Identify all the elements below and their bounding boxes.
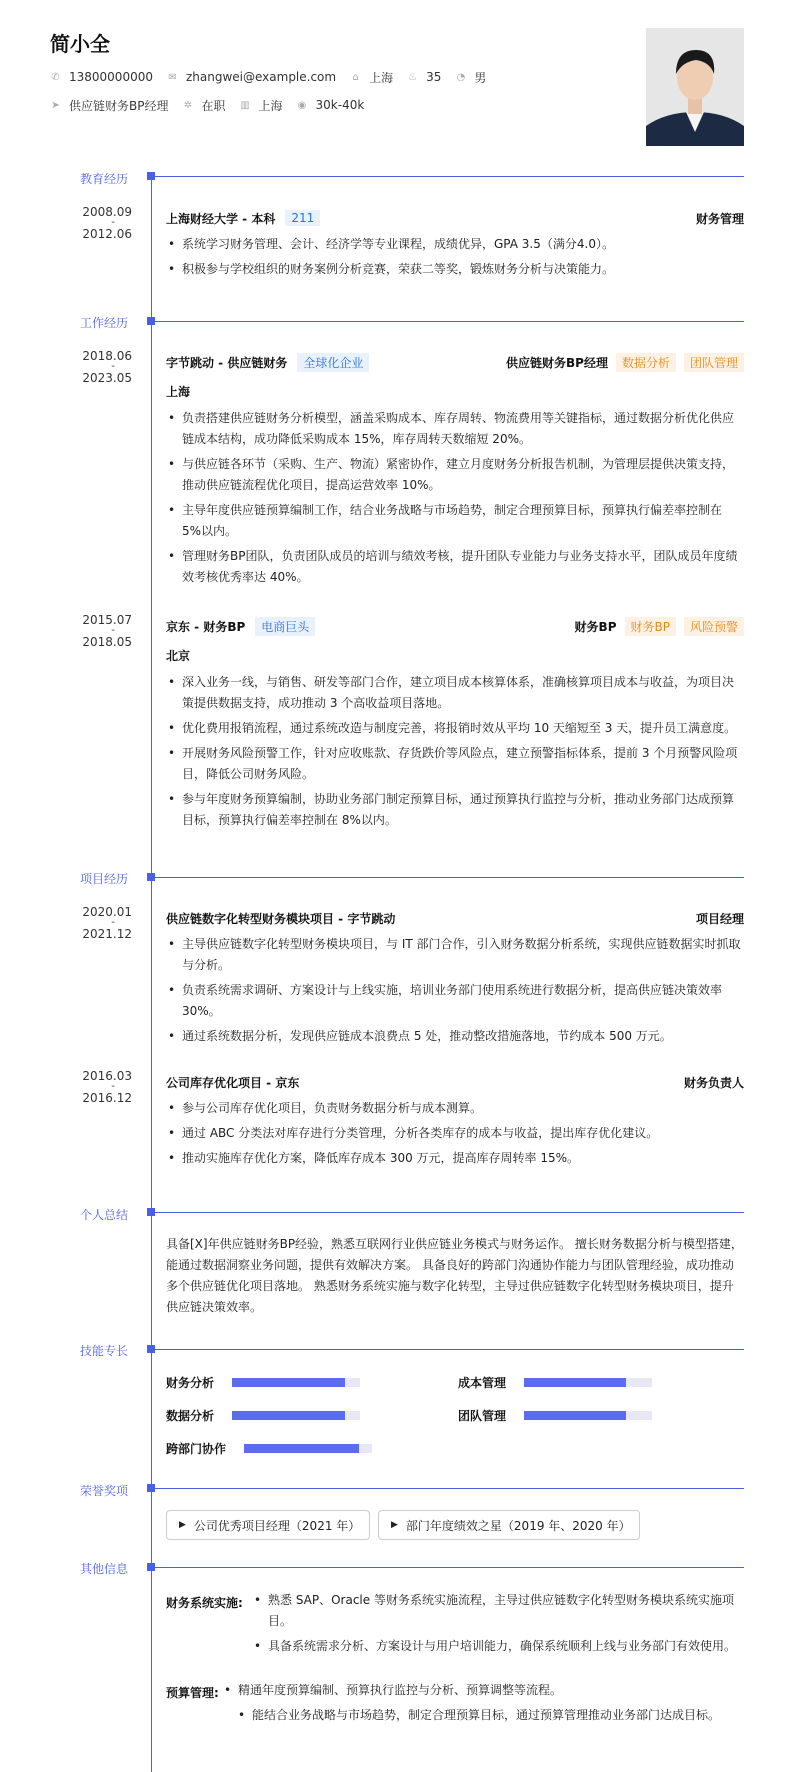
education-bullets [166, 234, 744, 284]
section-divider [155, 1349, 744, 1350]
target-city-item [240, 97, 283, 114]
date-range: 2018.06 - 2023.05 [82, 349, 132, 385]
phone-item [50, 70, 153, 84]
award-text: 公司优秀项目经理（2021 年） [193, 1518, 361, 1533]
summary-text: 具备[X]年供应链财务BP经验，熟悉互联网行业供应链业务模式与财务运作。 擅长财务数据分析与模型搭建，能通过数据洞察业务问题，提供有效解决方案。 具备良好的跨部门沟通协作能力与团队管理经验，成功推动多个供应链优化项目落地。 熟悉财务系统实施与数字化转型，主导过供应链数字化转型财务模块项目，提升供应链决策效率。 [166, 1237, 743, 1314]
skill-name: 团队管理 [458, 1409, 507, 1423]
date-range: 2008.09 - 2012.06 [82, 205, 132, 241]
resume-header [50, 24, 650, 125]
project-title: 公司库存优化项目 - 京东 [166, 1075, 300, 1090]
skill-item [458, 1407, 652, 1424]
mail-icon: ✉ [168, 71, 177, 83]
work-location: 上海 [166, 385, 191, 399]
list-item: • 推动实施库存优化方案，降低库存成本 300 万元，提高库存周转率 15%。 [166, 1148, 744, 1169]
section-divider [155, 1212, 744, 1213]
award-item [378, 1510, 640, 1540]
section-title-awards: 荣誉奖项 [80, 1484, 129, 1498]
gender: 男 [474, 70, 487, 85]
gear-icon: ✲ [183, 99, 193, 111]
skill-name: 跨部门协作 [166, 1442, 227, 1456]
education-entry-head [166, 208, 744, 228]
email-item [167, 70, 336, 84]
list-item: • 开展财务风险预警工作，针对应收账款、存货跌价等风险点，建立预警指标体系，提前 3 个月预警风险项目，降低公司财务风险。 [166, 743, 744, 785]
section-title-work: 工作经历 [80, 316, 129, 330]
major: 财务管理 [695, 211, 744, 226]
section-divider [155, 877, 744, 878]
school-name: 上海财经大学 - 本科 [166, 211, 276, 226]
phone-icon: ✆ [51, 71, 60, 83]
list-item: • 深入业务一线，与销售、研发等部门合作，建立项目成本核算体系，准确核算项目成本与收益，为项目决策提供数据支持，成功推动 3 个高收益项目落地。 [166, 672, 744, 714]
other-bullets [252, 1590, 744, 1661]
cake-icon: ♨ [408, 71, 418, 83]
list-item: • 与供应链各环节（采购、生产、物流）紧密协作，建立月度财务分析报告机制，为管理层提供决策支持，推动供应链流程优化项目，提高运营效率 10%。 [166, 454, 744, 496]
list-item: • 负责搭建供应链财务分析模型，涵盖采购成本、库存周转、物流费用等关键指标，通过数据分析优化供应链成本结构，成功降低采购成本 15%，库存周转天数缩短 20%。 [166, 408, 744, 450]
skill-item [166, 1440, 372, 1457]
role-item [50, 97, 168, 114]
salary: 30k-40k [315, 98, 365, 112]
work-bullets [166, 408, 744, 592]
list-item: • 精通年度预算编制、预算执行监控与分析、预算调整等流程。 [222, 1680, 744, 1701]
email: zhangwei@example.com [185, 70, 337, 84]
project-bullets [166, 1098, 744, 1173]
date-range: 2015.07 - 2018.05 [82, 613, 132, 649]
list-item: • 参与公司库存优化项目，负责财务数据分析与成本测算。 [166, 1098, 744, 1119]
company-tag: 电商巨头 [255, 617, 315, 636]
list-item: • 通过系统数据分析，发现供应链成本浪费点 5 处，推动整改措施落地，节约成本 500 万元。 [166, 1026, 744, 1047]
avatar-illustration [646, 28, 744, 146]
work-bullets [166, 672, 744, 835]
coin-icon: ◉ [297, 99, 307, 111]
project-entry-head [166, 908, 744, 928]
skill-tag: 团队管理 [684, 353, 744, 372]
list-item: • 管理财务BP团队，负责团队成员的培训与绩效考核，提升团队专业能力与业务支持水平，团队成员年度绩效考核优秀率达 40%。 [166, 546, 744, 588]
list-item: • 主导年度供应链预算编制工作，结合业务战略与市场趋势，制定合理预算目标，预算执行偏差率控制在 5%以内。 [166, 500, 744, 542]
skill-bar-fill [524, 1378, 626, 1387]
job-role: 供应链财务BP经理 [506, 355, 608, 370]
triangle-icon: ▶ [179, 1520, 186, 1530]
list-item: • 积极参与学校组织的财务案例分析竞赛，荣获二等奖，锻炼财务分析与决策能力。 [166, 259, 744, 280]
gender-item [455, 69, 486, 86]
list-item: • 具备系统需求分析、方案设计与用户培训能力，确保系统顺利上线与业务部门有效使用。 [252, 1636, 744, 1657]
home-icon: ⌂ [352, 71, 359, 83]
project-title: 供应链数字化转型财务模块项目 - 字节跳动 [166, 911, 396, 926]
skill-bar-fill [244, 1444, 359, 1453]
section-title-skills: 技能专长 [80, 1344, 129, 1358]
list-item: • 参与年度财务预算编制，协助业务部门制定预算目标，通过预算执行监控与分析，推动业务部门达成预算目标，预算执行偏差率控制在 8%以内。 [166, 789, 744, 831]
work-entry-head [166, 616, 744, 636]
candidate-name: 简小全 [50, 32, 110, 56]
section-marker [147, 317, 155, 325]
list-item: • 系统学习财务管理、会计、经济学等专业课程，成绩优异，GPA 3.5（满分4.0）。 [166, 234, 744, 255]
section-title-education: 教育经历 [80, 172, 129, 186]
list-item: • 通过 ABC 分类法对库存进行分类管理，分析各类库存的成本与收益，提出库存优化建议。 [166, 1123, 744, 1144]
other-label: 预算管理: [166, 1686, 219, 1700]
project-role: 财务负责人 [683, 1075, 744, 1090]
section-marker [147, 1208, 155, 1216]
section-title-projects: 项目经历 [80, 872, 129, 886]
section-marker [147, 873, 155, 881]
project-role: 项目经理 [695, 911, 744, 926]
salary-item [297, 98, 365, 112]
building-icon: ▥ [240, 99, 250, 111]
gender-icon: ◔ [456, 71, 466, 83]
section-marker [147, 1345, 155, 1353]
skill-bar [524, 1378, 652, 1387]
section-divider [155, 1567, 744, 1568]
section-marker [147, 1484, 155, 1492]
project-bullets [166, 934, 744, 1051]
target-city: 上海 [258, 98, 283, 113]
skill-name: 数据分析 [166, 1409, 215, 1423]
other-label: 财务系统实施: [166, 1596, 243, 1610]
list-item: • 能结合业务战略与市场趋势，制定合理预算目标，通过预算管理推动业务部门达成目标。 [236, 1705, 744, 1726]
skill-item [458, 1374, 652, 1391]
list-item: • 负责系统需求调研、方案设计与上线实施，培训业务部门使用系统进行数据分析，提高供应链决策效率 30%。 [166, 980, 744, 1022]
skill-bar-fill [232, 1411, 345, 1420]
skill-bar [244, 1444, 372, 1453]
section-title-other: 其他信息 [80, 1562, 129, 1576]
city: 上海 [369, 70, 394, 85]
list-item: • 优化费用报销流程，通过系统改造与制度完善，将报销时效从平均 10 天缩短至 3 天，提升员工满意度。 [166, 718, 744, 739]
skill-bar-fill [524, 1411, 626, 1420]
target-role: 供应链财务BP经理 [69, 98, 169, 113]
date-range: 2020.01 - 2021.12 [82, 905, 132, 941]
profile-photo [646, 28, 744, 146]
phone: 13800000000 [69, 70, 153, 84]
section-divider [155, 1488, 744, 1489]
skill-item [166, 1407, 360, 1424]
list-item: • 主导供应链数字化转型财务模块项目，与 IT 部门合作，引入财务数据分析系统，实现供应链数据实时抓取与分析。 [166, 934, 744, 976]
section-title-summary: 个人总结 [80, 1208, 129, 1222]
company-name: 京东 - 财务BP [166, 619, 246, 634]
date-range: 2016.03 - 2016.12 [82, 1069, 132, 1105]
skill-tag: 风险预警 [684, 617, 744, 636]
contact-row [50, 69, 650, 85]
work-location: 北京 [166, 649, 191, 663]
skill-name: 财务分析 [166, 1376, 215, 1390]
award-item [166, 1510, 370, 1540]
skill-tag: 数据分析 [616, 353, 676, 372]
job-role: 财务BP [574, 619, 617, 634]
skill-bar [524, 1411, 652, 1420]
skill-bar [232, 1411, 360, 1420]
skill-bar [232, 1378, 360, 1387]
section-divider [155, 176, 744, 177]
other-bullets [222, 1680, 744, 1730]
project-entry-head [166, 1072, 744, 1092]
status: 在职 [201, 98, 226, 113]
section-marker [147, 1563, 155, 1571]
list-item: • 熟悉 SAP、Oracle 等财务系统实施流程，主导过供应链数字化转型财务模块系统实施项目。 [252, 1590, 744, 1632]
intent-row [50, 97, 650, 113]
school-tag: 211 [285, 210, 320, 226]
skill-bar-fill [232, 1378, 345, 1387]
send-icon: ➤ [51, 99, 60, 111]
company-name: 字节跳动 - 供应链财务 [166, 355, 288, 370]
skill-tag: 财务BP [625, 617, 676, 636]
award-text: 部门年度绩效之星（2019 年、2020 年） [405, 1518, 631, 1533]
age: 35 [426, 70, 442, 84]
section-divider [155, 321, 744, 322]
age-item [407, 70, 441, 84]
status-item [182, 97, 225, 114]
work-entry-head [166, 352, 744, 372]
timeline-line [151, 176, 152, 1772]
skill-name: 成本管理 [458, 1376, 507, 1390]
city-item [350, 69, 393, 86]
company-tag: 全球化企业 [297, 353, 369, 372]
skill-item [166, 1374, 360, 1391]
section-marker [147, 172, 155, 180]
triangle-icon: ▶ [391, 1520, 398, 1530]
